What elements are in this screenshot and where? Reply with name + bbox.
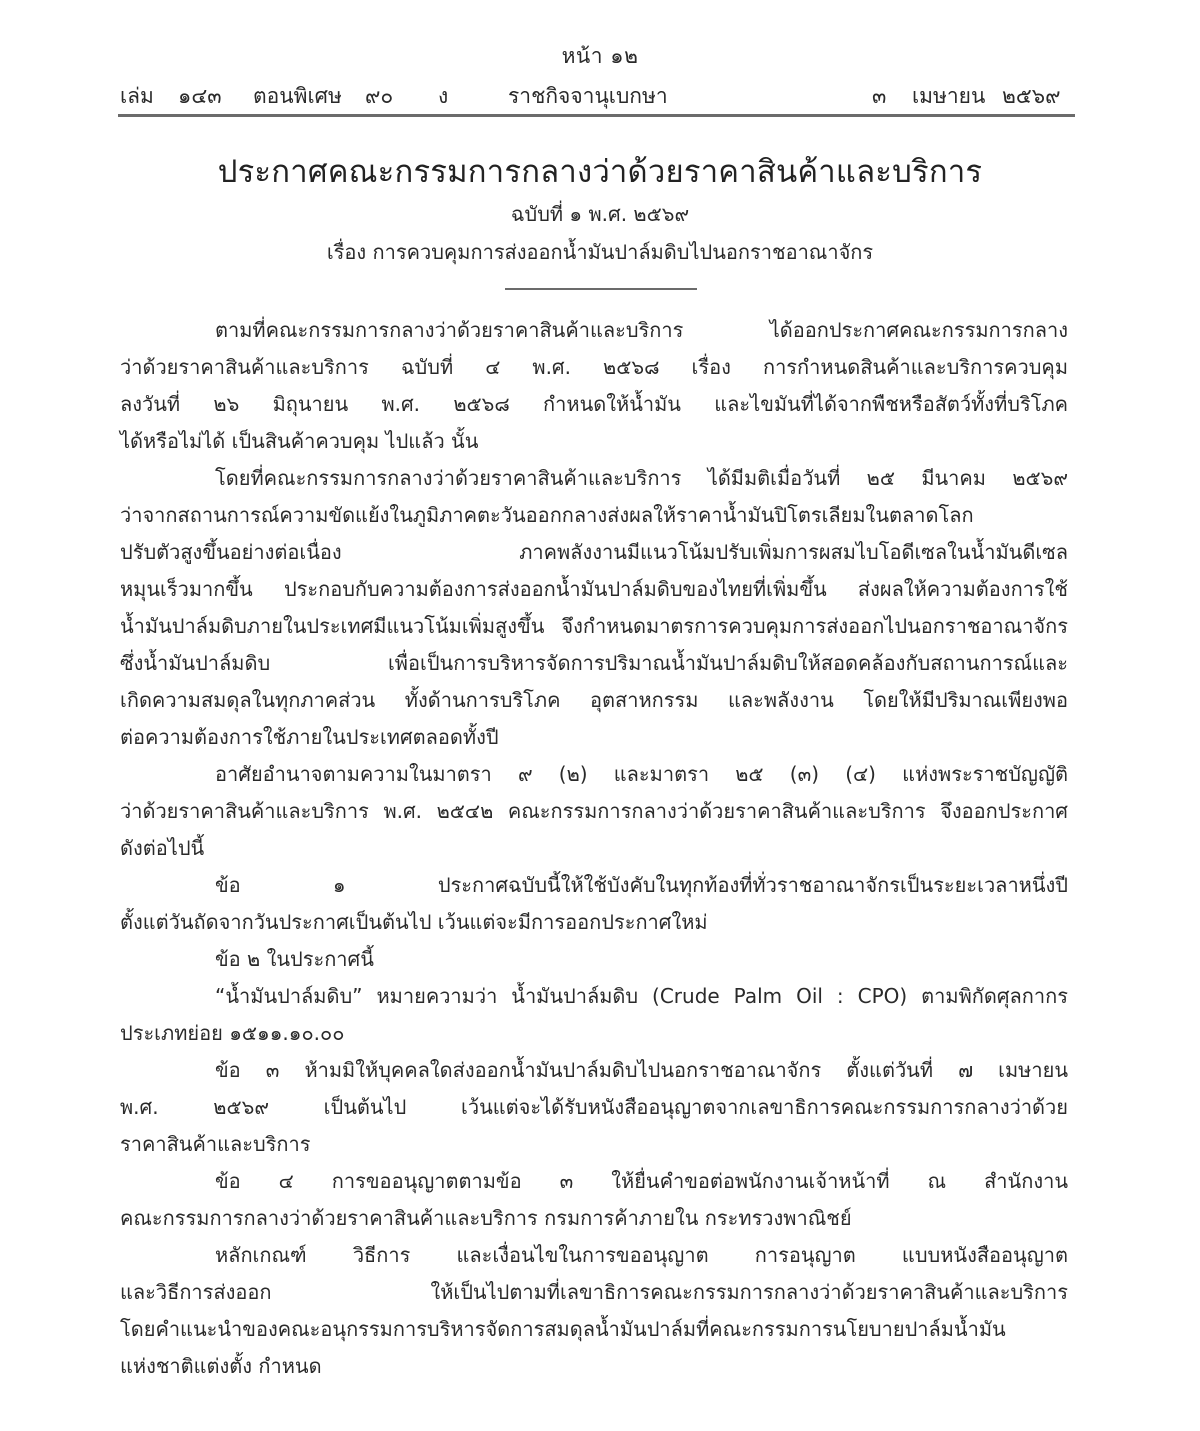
section-letter: ง <box>438 84 449 108</box>
text-line: หลักเกณฑ์ วิธีการ และเงื่อนไขในการขออนุญาต การอนุญาต แบบหนังสืออนุญาต <box>215 1243 1068 1267</box>
text-line: ต่อความต้องการใช้ภายในประเทศตลอดทั้งปี <box>120 725 499 749</box>
text-line: ปรับตัวสูงขึ้นอย่างต่อเนื่อง ภาคพลังงานมีแนวโน้มปรับเพิ่มการผสมไบโอดีเซลในน้ำมันดีเซล <box>120 540 1068 564</box>
date-month: เมษายน <box>912 84 986 108</box>
text-line: ข้อ ๓ ห้ามมิให้บุคคลใดส่งออกน้ำมันปาล์มดิบไปนอกราชอาณาจักร ตั้งแต่วันที่ ๗ เมษายน <box>215 1058 1068 1082</box>
text-line: ข้อ ๒ ในประกาศนี้ <box>215 947 374 971</box>
document-subject: เรื่อง การควบคุมการส่งออกน้ำมันปาล์มดิบไปนอกราชอาณาจักร <box>326 240 874 264</box>
clause-4 <box>120 1163 1068 1237</box>
text-line: ว่าจากสถานการณ์ความขัดแย้งในภูมิภาคตะวันออกกลางส่งผลให้ราคาน้ำมันปิโตรเลียมในตลาดโลก <box>120 503 974 527</box>
clause-2-definition <box>120 978 1068 1052</box>
text-line: เกิดความสมดุลในทุกภาคส่วน ทั้งด้านการบริโภค อุตสาหกรรม และพลังงาน โดยให้มีปริมาณเพียงพอ <box>120 688 1068 712</box>
clause-2 <box>120 941 1068 978</box>
clause-3 <box>120 1052 1068 1163</box>
text-line: ข้อ ๑ ประกาศฉบับนี้ให้ใช้บังคับในทุกท้องที่ทั่วราชอาณาจักรเป็นระยะเวลาหนึ่งปี <box>215 873 1068 897</box>
text-line: ลงวันที่ ๒๖ มิถุนายน พ.ศ. ๒๕๖๘ กำหนดให้น้ำมัน และไขมันที่ได้จากพืชหรือสัตว์ทั้งที่บริโภค <box>120 392 1068 416</box>
text-line: คณะกรรมการกลางว่าด้วยราคาสินค้าและบริการ กรมการค้าภายใน กระทรวงพาณิชย์ <box>120 1206 852 1230</box>
text-line: “น้ำมันปาล์มดิบ” หมายความว่า น้ำมันปาล์มดิบ (Crude Palm Oil : CPO) ตามพิกัดศุลกากร <box>215 984 1068 1008</box>
text-line: โดยที่คณะกรรมการกลางว่าด้วยราคาสินค้าและบริการ ได้มีมติเมื่อวันที่ ๒๕ มีนาคม ๒๕๖๙ <box>215 466 1068 490</box>
text-line: ข้อ ๔ การขออนุญาตตามข้อ ๓ ให้ยื่นคำขอต่อพนักงานเจ้าหน้าที่ ณ สำนักงาน <box>215 1169 1068 1193</box>
title-divider <box>505 288 697 290</box>
paragraph-rationale <box>120 460 1068 756</box>
header-divider <box>118 114 1075 117</box>
text-line: หมุนเร็วมากขึ้น ประกอบกับความต้องการส่งออกน้ำมันปาล์มดิบของไทยที่เพิ่มขึ้น ส่งผลให้ความต้องการใช้ <box>120 577 1068 601</box>
date-day: ๓ <box>872 84 887 108</box>
section-number: ๙๐ <box>365 84 394 108</box>
publication-name: ราชกิจจานุเบกษา <box>508 84 668 108</box>
text-line: แห่งชาติแต่งตั้ง กำหนด <box>120 1354 322 1378</box>
text-line: ตั้งแต่วันถัดจากวันประกาศเป็นต้นไป เว้นแต่จะมีการออกประกาศใหม่ <box>120 910 708 934</box>
text-line: และวิธีการส่งออก ให้เป็นไปตามที่เลขาธิการคณะกรรมการกลางว่าด้วยราคาสินค้าและบริการ <box>120 1280 1068 1304</box>
volume-label: เล่ม <box>120 84 154 108</box>
paragraph-authority <box>120 756 1068 867</box>
date-year: ๒๕๖๙ <box>1002 84 1061 108</box>
document-issue: ฉบับที่ ๑ พ.ศ. ๒๕๖๙ <box>510 202 690 226</box>
text-line: ว่าด้วยราคาสินค้าและบริการ ฉบับที่ ๔ พ.ศ. ๒๕๖๘ เรื่อง การกำหนดสินค้าและบริการควบคุม <box>120 355 1068 379</box>
text-line: พ.ศ. ๒๕๖๙ เป็นต้นไป เว้นแต่จะได้รับหนังสืออนุญาตจากเลขาธิการคณะกรรมการกลางว่าด้วย <box>120 1095 1068 1119</box>
text-line: อาศัยอำนาจตามความในมาตรา ๙ (๒) และมาตรา ๒๕ (๓) (๔) แห่งพระราชบัญญัติ <box>215 762 1068 786</box>
document-body <box>120 312 1068 1385</box>
text-line: ซึ่งน้ำมันปาล์มดิบ เพื่อเป็นการบริหารจัดการปริมาณน้ำมันปาล์มดิบให้สอดคล้องกับสถานการณ์และ <box>120 651 1068 675</box>
text-line: โดยคำแนะนำของคณะอนุกรรมการบริหารจัดการสมดุลน้ำมันปาล์มที่คณะกรรมการนโยบายปาล์มน้ำมัน <box>120 1317 1006 1341</box>
clause-1 <box>120 867 1068 941</box>
volume-number: ๑๔๓ <box>178 84 222 108</box>
document-title: ประกาศคณะกรรมการกลางว่าด้วยราคาสินค้าและบริการ <box>217 154 983 190</box>
page-number: หน้า ๑๒ <box>561 44 639 68</box>
section-label: ตอนพิเศษ <box>253 84 342 108</box>
text-line: ดังต่อไปนี้ <box>120 836 205 860</box>
text-line: น้ำมันปาล์มดิบภายในประเทศมีแนวโน้มเพิ่มสูงขึ้น จึงกำหนดมาตรการควบคุมการส่งออกไปนอกราชอาณาจักร <box>120 614 1068 638</box>
text-line: ตามที่คณะกรรมการกลางว่าด้วยราคาสินค้าและบริการ ได้ออกประกาศคณะกรรมการกลาง <box>215 318 1068 342</box>
paragraph-preamble <box>120 312 1068 460</box>
text-line: ประเภทย่อย ๑๕๑๑.๑๐.๐๐ <box>120 1021 345 1045</box>
clause-4-criteria <box>120 1237 1068 1385</box>
text-line: ได้หรือไม่ได้ เป็นสินค้าควบคุม ไปแล้ว นั้น <box>120 429 479 453</box>
gazette-header <box>120 80 1072 112</box>
text-line: ว่าด้วยราคาสินค้าและบริการ พ.ศ. ๒๕๔๒ คณะกรรมการกลางว่าด้วยราคาสินค้าและบริการ จึงออกประกาศ <box>120 799 1068 823</box>
text-line: ราคาสินค้าและบริการ <box>120 1132 311 1156</box>
